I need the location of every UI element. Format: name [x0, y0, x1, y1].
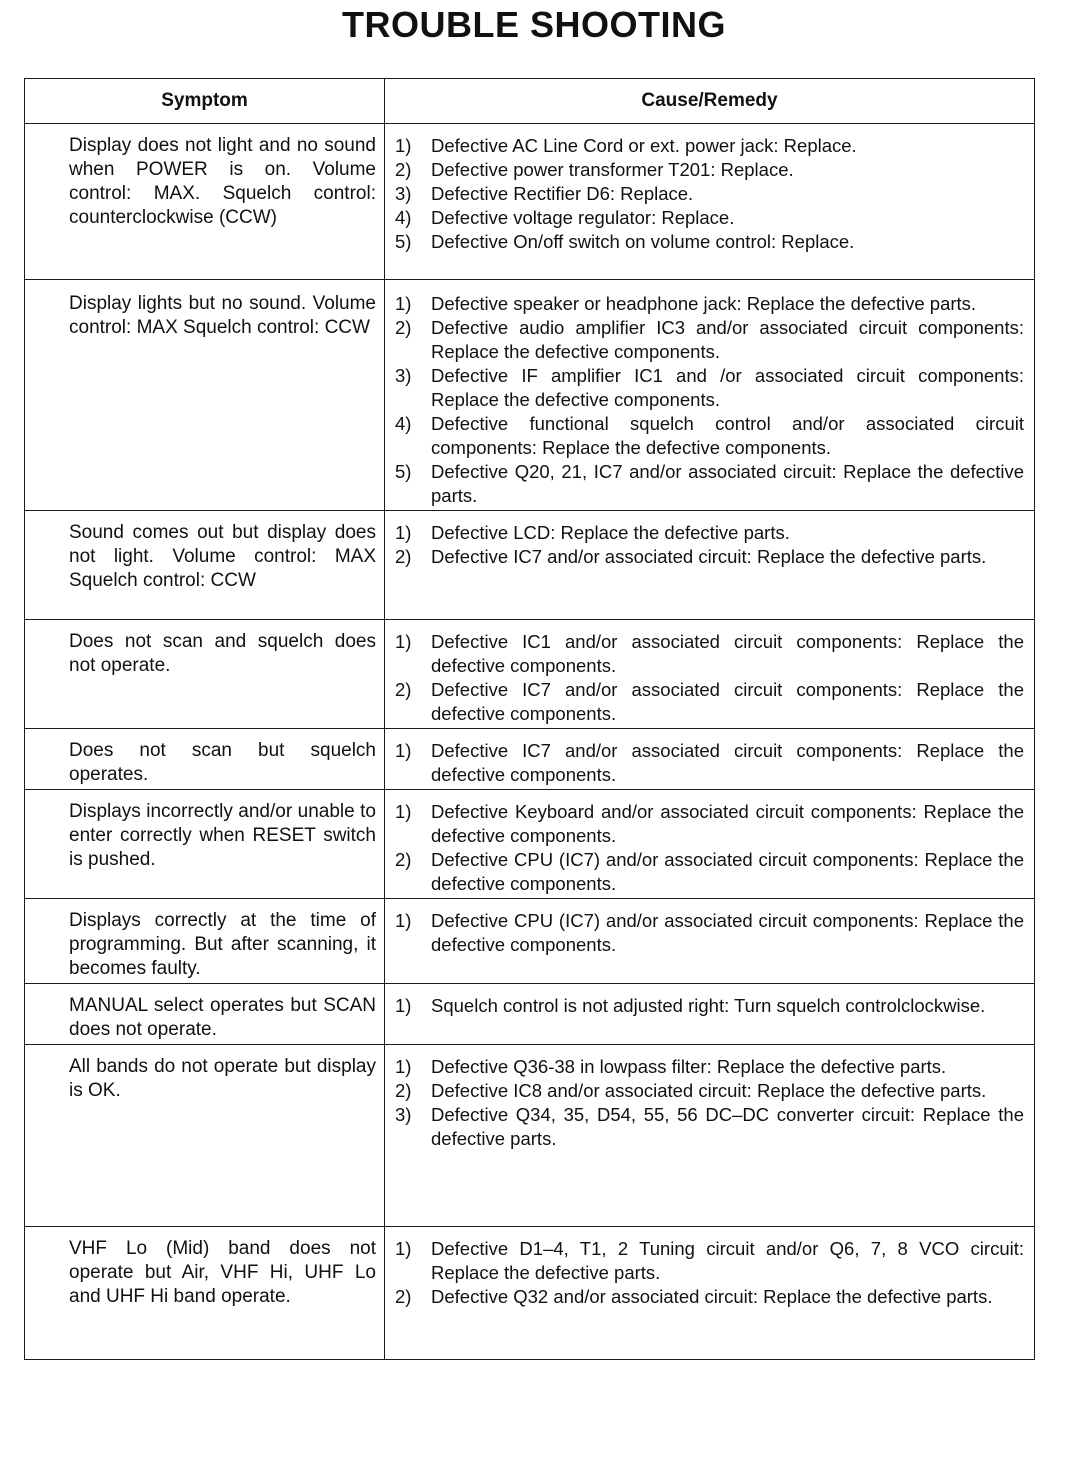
cause-number: 2) [395, 546, 412, 567]
cause-number: 3) [395, 365, 412, 386]
cause-number: 3) [395, 1104, 412, 1125]
cause-item [395, 1237, 1024, 1285]
cause-number: 2) [395, 159, 412, 180]
table-row [25, 1045, 1035, 1227]
cause-text: Defective Keyboard and/or associated circuit components: Replace the defective components. [431, 801, 1024, 846]
cause-text: Defective Q20, 21, IC7 and/or associated circuit: Replace the defective parts. [431, 461, 1024, 506]
cause-number: 4) [395, 413, 412, 434]
cause-item [395, 412, 1024, 460]
cause-number: 1) [395, 910, 412, 931]
table-row [25, 729, 1035, 790]
cause-number: 1) [395, 801, 412, 822]
cause-item [395, 364, 1024, 412]
symptom-text: Display does not light and no sound when POWER is on. Volume control: MAX. Squelch control: counterclockwise (CCW) [69, 135, 376, 228]
symptom-cell [25, 620, 385, 729]
table-header-row [25, 79, 1035, 124]
cause-text: Defective IC1 and/or associated circuit components: Replace the defective components. [431, 631, 1024, 676]
cause-number: 2) [395, 849, 412, 870]
cause-cell [385, 620, 1035, 729]
symptom-cell [25, 899, 385, 984]
table-row [25, 620, 1035, 729]
cause-item [395, 1285, 1024, 1309]
symptom-cell [25, 790, 385, 899]
table-row [25, 511, 1035, 620]
cause-list [385, 1045, 1034, 1151]
cause-list [385, 729, 1034, 787]
cause-list [385, 124, 1034, 254]
cause-item [395, 1079, 1024, 1103]
symptom-cell [25, 511, 385, 620]
symptom-text: MANUAL select operates but SCAN does not operate. [69, 995, 376, 1040]
symptom-cell [25, 1227, 385, 1360]
cause-cell [385, 280, 1035, 511]
cause-item [395, 800, 1024, 848]
cause-list [385, 1227, 1034, 1309]
cause-header: Cause/Remedy [385, 79, 1035, 124]
cause-list [385, 620, 1034, 726]
cause-number: 1) [395, 1056, 412, 1077]
symptom-text: Does not scan and squelch does not operate. [69, 631, 376, 676]
cause-text: Defective IC8 and/or associated circuit: Replace the defective parts. [431, 1080, 987, 1101]
cause-text: Defective D1–4, T1, 2 Tuning circuit and/or Q6, 7, 8 VCO circuit: Replace the defective parts. [431, 1238, 1024, 1283]
symptom-text: Does not scan but squelch operates. [69, 740, 376, 785]
cause-item [395, 292, 1024, 316]
cause-text: Defective IF amplifier IC1 and /or associated circuit components: Replace the defective components. [431, 365, 1024, 410]
cause-number: 1) [395, 995, 412, 1016]
cause-item [395, 909, 1024, 957]
table-row [25, 790, 1035, 899]
cause-text: Defective LCD: Replace the defective parts. [431, 522, 790, 543]
cause-text: Defective Rectifier D6: Replace. [431, 183, 694, 204]
symptom-text: Displays correctly at the time of programming. But after scanning, it becomes faulty. [69, 910, 376, 979]
cause-text: Defective IC7 and/or associated circuit components: Replace the defective components. [431, 679, 1024, 724]
cause-item [395, 230, 1024, 254]
cause-number: 3) [395, 183, 412, 204]
cause-text: Defective voltage regulator: Replace. [431, 207, 735, 228]
cause-item [395, 521, 1024, 545]
cause-text: Defective IC7 and/or associated circuit components: Replace the defective components. [431, 740, 1024, 785]
cause-number: 1) [395, 631, 412, 652]
cause-item [395, 1103, 1024, 1151]
cause-cell [385, 899, 1035, 984]
cause-text: Defective speaker or headphone jack: Replace the defective parts. [431, 293, 977, 314]
cause-number: 1) [395, 135, 412, 156]
symptom-text: Display lights but no sound. Volume control: MAX Squelch control: CCW [69, 293, 376, 338]
cause-item [395, 158, 1024, 182]
cause-item [395, 182, 1024, 206]
cause-item [395, 316, 1024, 364]
cause-number: 1) [395, 293, 412, 314]
symptom-text: Sound comes out but display does not light. Volume control: MAX Squelch control: CCW [69, 522, 376, 591]
table-row [25, 984, 1035, 1045]
symptom-header: Symptom [25, 79, 385, 124]
table-row [25, 280, 1035, 511]
cause-number: 1) [395, 522, 412, 543]
table-row [25, 899, 1035, 984]
cause-item [395, 739, 1024, 787]
cause-number: 2) [395, 1286, 412, 1307]
cause-cell [385, 124, 1035, 280]
cause-item [395, 630, 1024, 678]
cause-text: Defective On/off switch on volume control: Replace. [431, 231, 855, 252]
cause-text: Defective power transformer T201: Replace. [431, 159, 794, 180]
cause-item [395, 545, 1024, 569]
symptom-cell [25, 984, 385, 1045]
cause-text: Defective Q32 and/or associated circuit: Replace the defective parts. [431, 1286, 993, 1307]
cause-number: 5) [395, 231, 412, 252]
symptom-cell [25, 1045, 385, 1227]
symptom-text: Displays incorrectly and/or unable to enter correctly when RESET switch is pushed. [69, 801, 376, 870]
cause-cell [385, 1227, 1035, 1360]
cause-cell [385, 790, 1035, 899]
cause-list [385, 790, 1034, 896]
cause-cell [385, 1045, 1035, 1227]
cause-item [395, 1055, 1024, 1079]
cause-item [395, 994, 1024, 1018]
page-title: TROUBLE SHOOTING [342, 4, 726, 45]
table-row [25, 1227, 1035, 1360]
cause-text: Defective CPU (IC7) and/or associated circuit components: Replace the defective components. [431, 849, 1024, 894]
symptom-cell [25, 729, 385, 790]
cause-item [395, 848, 1024, 896]
cause-number: 2) [395, 317, 412, 338]
cause-number: 1) [395, 740, 412, 761]
cause-list [385, 511, 1034, 569]
cause-text: Squelch control is not adjusted right: Turn squelch controlclockwise. [431, 995, 986, 1016]
table-row [25, 124, 1035, 280]
cause-item [395, 678, 1024, 726]
cause-number: 2) [395, 679, 412, 700]
symptom-text: All bands do not operate but display is OK. [69, 1056, 376, 1101]
symptom-text: VHF Lo (Mid) band does not operate but Air, VHF Hi, UHF Lo and UHF Hi band operate. [69, 1238, 376, 1307]
cause-text: Defective functional squelch control and/or associated circuit components: Replace the defective components. [431, 413, 1024, 458]
cause-cell [385, 729, 1035, 790]
cause-text: Defective Q34, 35, D54, 55, 56 DC–DC converter circuit: Replace the defective parts. [431, 1104, 1024, 1149]
symptom-cell [25, 280, 385, 511]
cause-cell [385, 984, 1035, 1045]
cause-text: Defective IC7 and/or associated circuit: Replace the defective parts. [431, 546, 987, 567]
cause-item [395, 134, 1024, 158]
cause-text: Defective audio amplifier IC3 and/or associated circuit components: Replace the defective components. [431, 317, 1024, 362]
cause-list [385, 984, 1034, 1018]
cause-list [385, 280, 1034, 508]
cause-text: Defective Q36-38 in lowpass filter: Replace the defective parts. [431, 1056, 947, 1077]
symptom-cell [25, 124, 385, 280]
cause-number: 2) [395, 1080, 412, 1101]
cause-cell [385, 511, 1035, 620]
troubleshooting-table [24, 78, 1035, 1360]
cause-number: 4) [395, 207, 412, 228]
cause-text: Defective AC Line Cord or ext. power jack: Replace. [431, 135, 857, 156]
cause-item [395, 206, 1024, 230]
cause-number: 1) [395, 1238, 412, 1259]
cause-item [395, 460, 1024, 508]
cause-list [385, 899, 1034, 957]
cause-number: 5) [395, 461, 412, 482]
cause-text: Defective CPU (IC7) and/or associated circuit components: Replace the defective components. [431, 910, 1024, 955]
table-body [25, 124, 1035, 1360]
